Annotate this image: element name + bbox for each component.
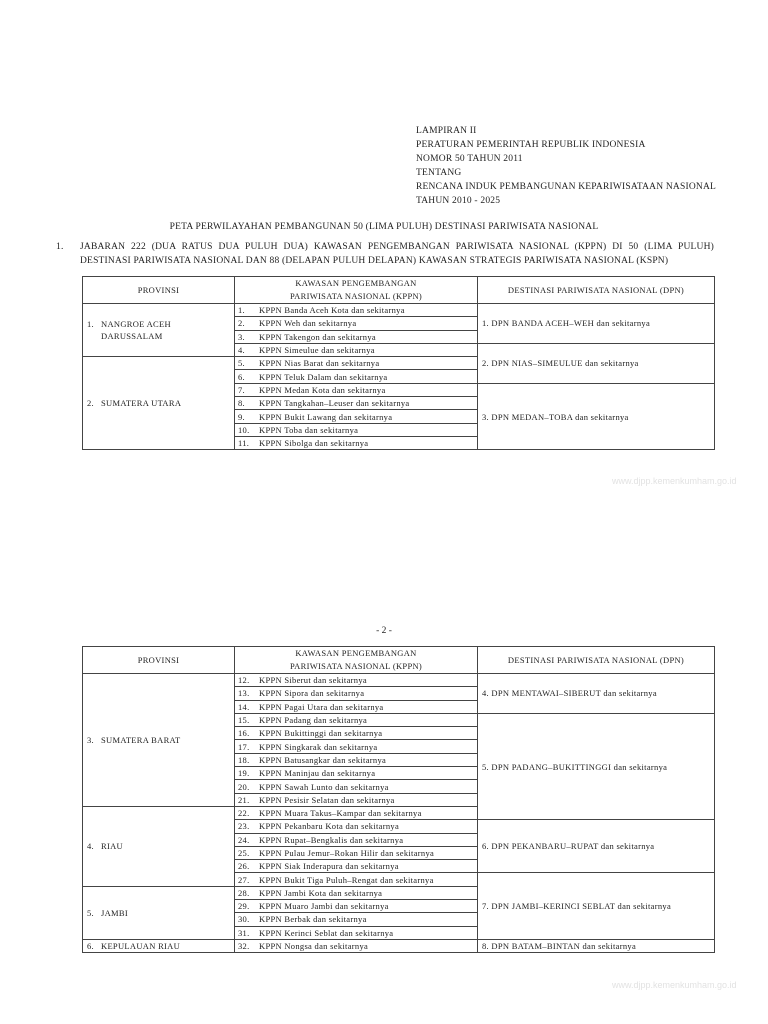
province-name: SUMATERA BARAT (101, 734, 181, 745)
kppn-cell (235, 900, 478, 913)
kppn-cell (235, 423, 478, 436)
kppn-name: KPPN Kerinci Seblat dan sekitarnya (259, 927, 394, 938)
kppn-number: 24. (238, 834, 250, 845)
intro-number: 1. (56, 242, 64, 252)
kppn-cell (235, 397, 478, 410)
kppn-cell (235, 357, 478, 370)
kppn-cell (235, 767, 478, 780)
kppn-number: 15. (238, 715, 250, 726)
kppn-cell (235, 674, 478, 687)
kppn-number: 23. (238, 821, 250, 832)
kppn-number: 4. (238, 345, 245, 356)
header-line: LAMPIRAN II (416, 126, 477, 136)
col-header-kppn-line1: KAWASAN PENGEMBANGAN (295, 278, 417, 288)
province-name: KEPULAUAN RIAU (101, 941, 181, 952)
dpn-cell: 1. DPN BANDA ACEH–WEH dan sekitarnya (478, 304, 715, 344)
kppn-name: KPPN Jambi Kota dan sekitarnya (259, 887, 383, 898)
kppn-number: 9. (238, 411, 245, 422)
kppn-cell (235, 926, 478, 939)
kppn-number: 11. (238, 438, 250, 449)
table-header-row (83, 647, 715, 674)
kppn-name: KPPN Nongsa dan sekitarnya (259, 941, 369, 952)
province-name: SUMATERA UTARA (101, 398, 182, 409)
kppn-cell (235, 343, 478, 356)
document-title: PETA PERWILAYAHAN PEMBANGUNAN 50 (LIMA PULUH) DESTINASI PARIWISATA NASIONAL (169, 222, 599, 232)
col-header-provinsi: PROVINSI (83, 277, 235, 304)
province-cell (83, 939, 235, 952)
kppn-name: KPPN Teluk Dalam dan sekitarnya (259, 371, 388, 382)
page-number: - 2 - (376, 626, 392, 636)
kppn-cell (235, 410, 478, 423)
col-header-kppn-line1: KAWASAN PENGEMBANGAN (295, 648, 417, 658)
kppn-number: 19. (238, 768, 250, 779)
kppn-name: KPPN Toba dan sekitarnya (259, 424, 359, 435)
col-header-dpn: DESTINASI PARIWISATA NASIONAL (DPN) (478, 277, 715, 304)
kppn-name: KPPN Sibolga dan sekitarnya (259, 438, 369, 449)
kppn-number: 31. (238, 927, 250, 938)
kppn-cell (235, 873, 478, 886)
kppn-name: KPPN Pagai Utara dan sekitarnya (259, 701, 384, 712)
header-line: TENTANG (416, 168, 462, 178)
kppn-number: 1. (238, 305, 245, 316)
kppn-cell (235, 436, 478, 449)
kppn-number: 25. (238, 848, 250, 858)
kppn-name: KPPN Maninjau dan sekitarnya (259, 768, 376, 779)
province-cell (83, 674, 235, 807)
kppn-cell (235, 330, 478, 343)
province-number: 1. (87, 319, 94, 330)
kppn-name: KPPN Nias Barat dan sekitarnya (259, 358, 380, 369)
intro-line-1: JABARAN 222 (DUA RATUS DUA PULUH DUA) KAWASAN PENGEMBANGAN PARIWISATA NASIONAL (KPPN) DI 50 (LIMA PULUH) (80, 242, 714, 252)
col-header-kppn (235, 647, 478, 674)
kppn-name: KPPN Singkarak dan sekitarnya (259, 741, 378, 752)
kppn-cell (235, 727, 478, 740)
kppn-name: KPPN Berbak dan sekitarnya (259, 914, 367, 925)
province-name: JAMBI (101, 907, 129, 918)
kppn-cell (235, 753, 478, 766)
kppn-number: 2. (238, 318, 245, 329)
province-number: 2. (87, 398, 94, 409)
kppn-cell (235, 886, 478, 899)
kppn-cell (235, 833, 478, 846)
kppn-number: 18. (238, 754, 250, 765)
kppn-name: KPPN Weh dan sekitarnya (259, 318, 357, 329)
kppn-name: KPPN Pesisir Selatan dan sekitarnya (259, 794, 395, 805)
kppn-cell (235, 304, 478, 317)
kppn-number: 32. (238, 941, 250, 952)
intro-line-2: DESTINASI PARIWISATA NASIONAL DAN 88 (DELAPAN PULUH DELAPAN) KAWASAN STRATEGIS PARIWISATA NASIONAL (KSPN) (80, 256, 669, 266)
province-number: 4. (87, 841, 94, 852)
table-header-row (83, 277, 715, 304)
kppn-number: 27. (238, 874, 250, 885)
kppn-name: KPPN Tangkahan–Leuser dan sekitarnya (259, 398, 410, 409)
kppn-number: 16. (238, 728, 250, 739)
kppn-cell (235, 700, 478, 713)
watermark: www.djpp.kemenkumham.go.id (612, 476, 737, 486)
province-number: 6. (87, 941, 94, 952)
kppn-name: KPPN Sawah Lunto dan sekitarnya (259, 781, 389, 792)
kppn-cell (235, 806, 478, 819)
dpn-cell: 7. DPN JAMBI–KERINCI SEBLAT dan sekitarnya (478, 873, 715, 939)
document-header (416, 124, 716, 208)
destination-table-1 (82, 276, 715, 450)
kppn-cell (235, 383, 478, 396)
kppn-number: 30. (238, 914, 250, 925)
kppn-number: 14. (238, 701, 250, 712)
kppn-name: KPPN Sipora dan sekitarnya (259, 688, 365, 699)
kppn-number: 5. (238, 358, 245, 369)
kppn-name: KPPN Muara Takus–Kampar dan sekitarnya (259, 808, 422, 819)
kppn-cell (235, 687, 478, 700)
province-cell (83, 304, 235, 357)
kppn-name: KPPN Padang dan sekitarnya (259, 715, 368, 726)
kppn-name: KPPN Muaro Jambi dan sekitarnya (259, 901, 389, 912)
kppn-name: KPPN Takengon dan sekitarnya (259, 331, 376, 342)
dpn-cell: 4. DPN MENTAWAI–SIBERUT dan sekitarnya (478, 674, 715, 714)
kppn-cell (235, 820, 478, 833)
kppn-name: KPPN Siberut dan sekitarnya (259, 675, 367, 686)
kppn-cell (235, 780, 478, 793)
dpn-cell: 3. DPN MEDAN–TOBA dan sekitarnya (478, 383, 715, 449)
kppn-number: 3. (238, 331, 245, 342)
kppn-cell (235, 370, 478, 383)
kppn-number: 12. (238, 675, 250, 686)
destination-table-2 (82, 646, 715, 953)
province-name: NANGROE ACEH (101, 319, 171, 330)
kppn-number: 28. (238, 887, 250, 898)
kppn-cell (235, 740, 478, 753)
province-number: 3. (87, 734, 94, 745)
kppn-number: 21. (238, 794, 250, 805)
province-cell (83, 357, 235, 450)
header-line: NOMOR 50 TAHUN 2011 (416, 154, 523, 164)
kppn-cell (235, 713, 478, 726)
table-row (83, 304, 715, 317)
kppn-number: 20. (238, 781, 250, 792)
kppn-name: KPPN Bukit Tiga Puluh–Rengat dan sekitarnya (259, 874, 434, 885)
dpn-cell: 2. DPN NIAS–SIMEULUE dan sekitarnya (478, 343, 715, 383)
col-header-kppn-line2: PARIWISATA NASIONAL (KPPN) (289, 661, 423, 671)
kppn-cell (235, 860, 478, 873)
province-number: 5. (87, 907, 94, 918)
kppn-name: KPPN Simeulue dan sekitarnya (259, 345, 375, 356)
header-line: TAHUN 2010 - 2025 (416, 196, 501, 206)
kppn-name: KPPN Bukit Lawang dan sekitarnya (259, 411, 393, 422)
kppn-name: KPPN Bukittinggi dan sekitarnya (259, 728, 383, 739)
header-line: RENCANA INDUK PEMBANGUNAN KEPARIWISATAAN NASIONAL (416, 182, 717, 192)
table-row (83, 939, 715, 952)
header-line: PERATURAN PEMERINTAH REPUBLIK INDONESIA (416, 140, 646, 150)
kppn-cell (235, 913, 478, 926)
kppn-number: 7. (238, 384, 245, 395)
col-header-kppn-line2: PARIWISATA NASIONAL (KPPN) (289, 291, 423, 301)
dpn-cell: 6. DPN PEKANBARU–RUPAT dan sekitarnya (478, 820, 715, 873)
kppn-name: KPPN Pekanbaru Kota dan sekitarnya (259, 821, 400, 832)
kppn-name: KPPN Banda Aceh Kota dan sekitarnya (259, 305, 405, 316)
kppn-number: 22. (238, 808, 250, 819)
kppn-number: 8. (238, 398, 245, 409)
kppn-number: 13. (238, 688, 250, 699)
table-row (83, 674, 715, 687)
kppn-name: KPPN Medan Kota dan sekitarnya (259, 384, 386, 395)
dpn-cell: 8. DPN BATAM–BINTAN dan sekitarnya (478, 939, 715, 952)
watermark: www.djpp.kemenkumham.go.id (612, 980, 737, 990)
col-header-dpn: DESTINASI PARIWISATA NASIONAL (DPN) (478, 647, 715, 674)
kppn-name: KPPN Batusangkar dan sekitarnya (259, 754, 387, 765)
kppn-name: KPPN Rupat–Bengkalis dan sekitarnya (259, 834, 404, 845)
kppn-name: KPPN Siak Inderapura dan sekitarnya (259, 861, 399, 872)
dpn-cell: 5. DPN PADANG–BUKITTINGGI dan sekitarnya (478, 713, 715, 819)
kppn-cell (235, 793, 478, 806)
kppn-name: KPPN Pulau Jemur–Rokan Hilir dan sekitarnya (259, 848, 435, 858)
kppn-number: 10. (238, 424, 250, 435)
kppn-cell (235, 846, 478, 859)
kppn-cell (235, 939, 478, 952)
col-header-provinsi: PROVINSI (83, 647, 235, 674)
kppn-number: 29. (238, 901, 250, 912)
col-header-kppn (235, 277, 478, 304)
province-cell (83, 886, 235, 939)
kppn-cell (235, 317, 478, 330)
province-name: DARUSSALAM (101, 331, 163, 342)
kppn-number: 17. (238, 741, 250, 752)
province-cell (83, 806, 235, 886)
kppn-number: 6. (238, 371, 245, 382)
kppn-number: 26. (238, 861, 250, 872)
province-name: RIAU (101, 841, 123, 852)
